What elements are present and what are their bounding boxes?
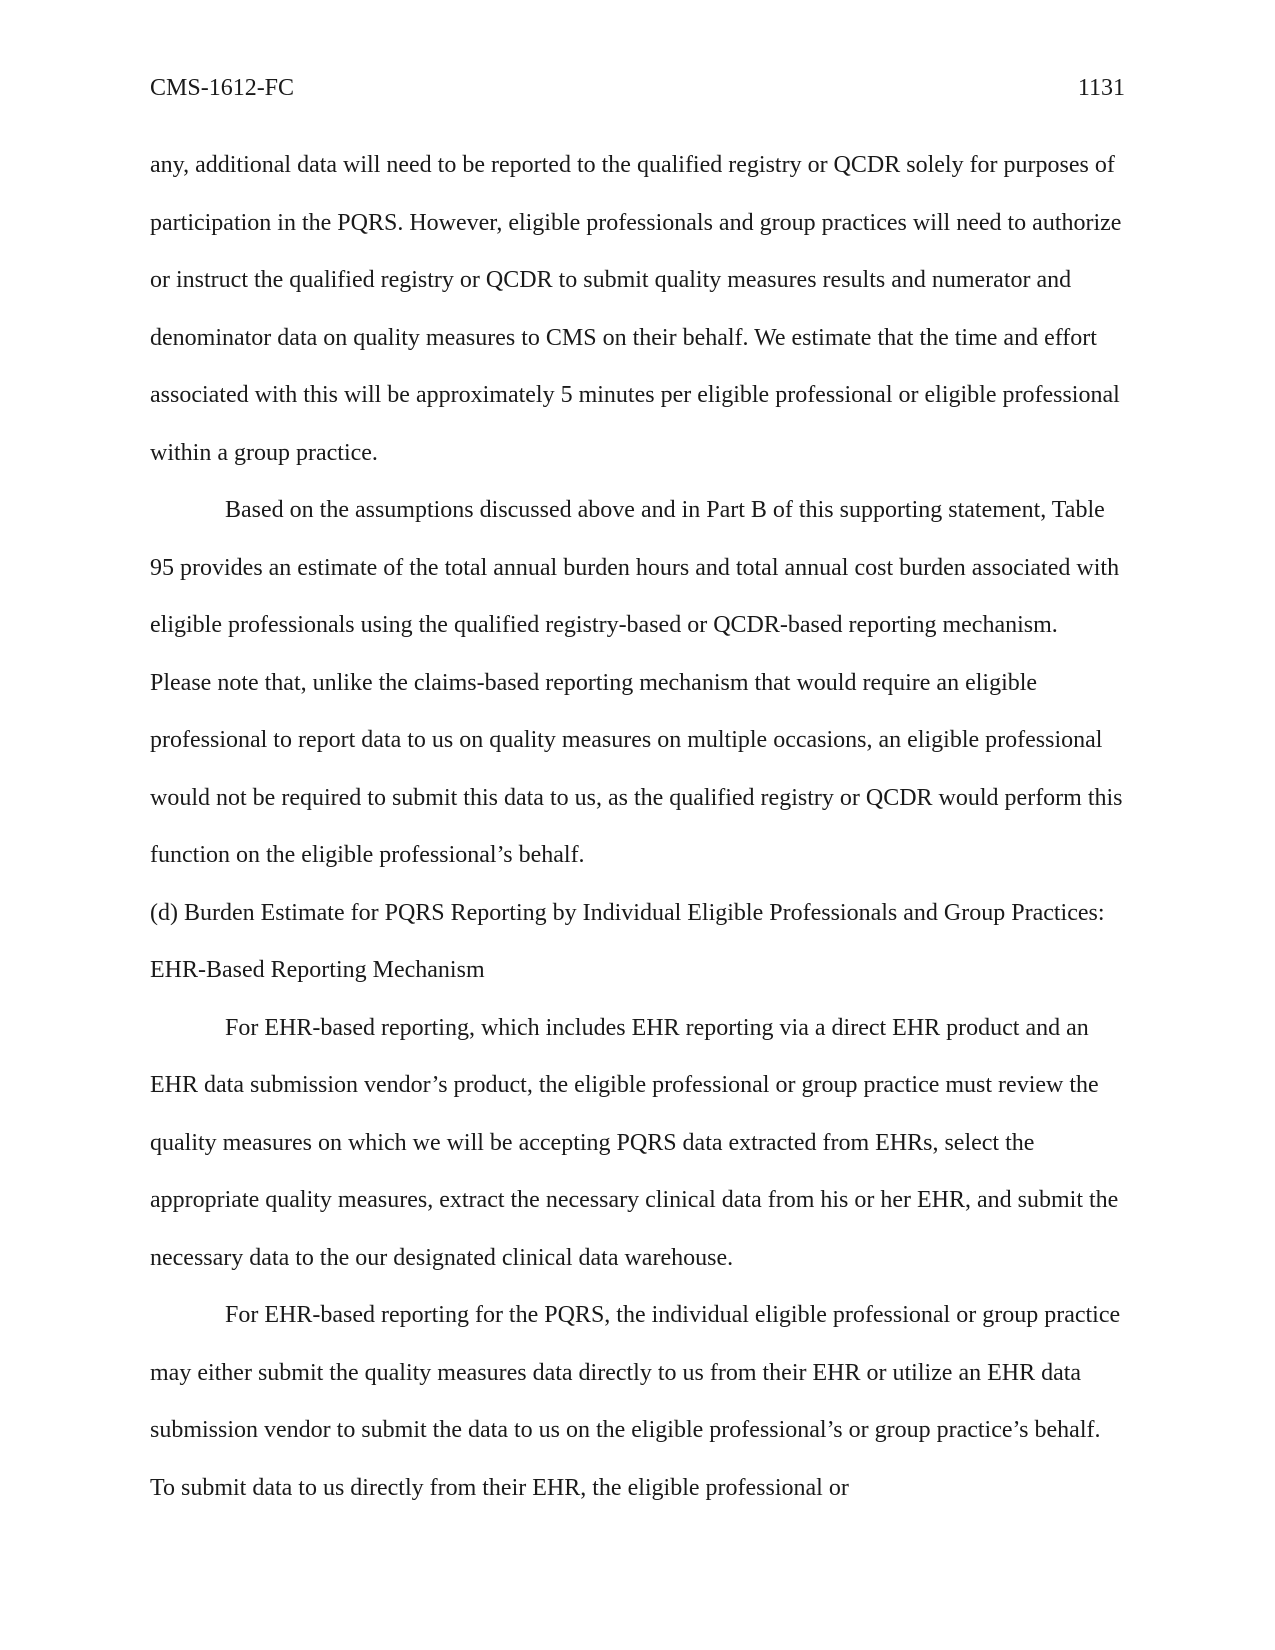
document-body xyxy=(150,137,1125,1517)
document-id: CMS-1612-FC xyxy=(150,75,295,101)
paragraph-ehr-submission: For EHR-based reporting for the PQRS, the individual eligible professional or group practice may either submit the quality measures data directly to us from their EHR or utilize an EHR data submission vendor to submit the data to us on the eligible professional’s or group practice’s behalf. To submit data to us directly from their EHR, the eligible professional or xyxy=(150,1302,1121,1501)
section-heading-ehr-burden: (d) Burden Estimate for PQRS Reporting by Individual Eligible Professionals and Group Practices: EHR-Based Reporting Mechanism xyxy=(150,899,1105,983)
paragraph-ehr-reporting: For EHR-based reporting, which includes EHR reporting via a direct EHR product and an EHR data submission vendor’s product, the eligible professional or group practice must review the quality measures on which we will be accepting PQRS data extracted from EHRs, select the appropriate quality measures, extract the necessary clinical data from his or her EHR, and submit the necessary data to the our designated clinical data warehouse. xyxy=(150,1014,1119,1271)
paragraph-registry-authorization: any, additional data will need to be reported to the qualified registry or QCDR solely for purposes of participation in the PQRS. However, eligible professionals and group practices will need to authorize or instruct the qualified registry or QCDR to submit quality measures results and numerator and denominator data on quality measures to CMS on their behalf. We estimate that the time and effort associated with this will be approximately 5 minutes per eligible professional or eligible professional within a group practice. xyxy=(150,152,1122,466)
page-number: 1131 xyxy=(1077,75,1125,101)
page-header xyxy=(150,72,1125,104)
paragraph-table-95-estimate: Based on the assumptions discussed above and in Part B of this supporting statement, Table 95 provides an estimate of the total annual burden hours and total annual cost burden associated with eligible professionals using the qualified registry-based or QCDR-based reporting mechanism. Please note that, unlike the claims-based reporting mechanism that would require an eligible professional to report data to us on quality measures on multiple occasions, an eligible professional would not be required to submit this data to us, as the qualified registry or QCDR would perform this function on the eligible professional’s behalf. xyxy=(150,497,1123,868)
